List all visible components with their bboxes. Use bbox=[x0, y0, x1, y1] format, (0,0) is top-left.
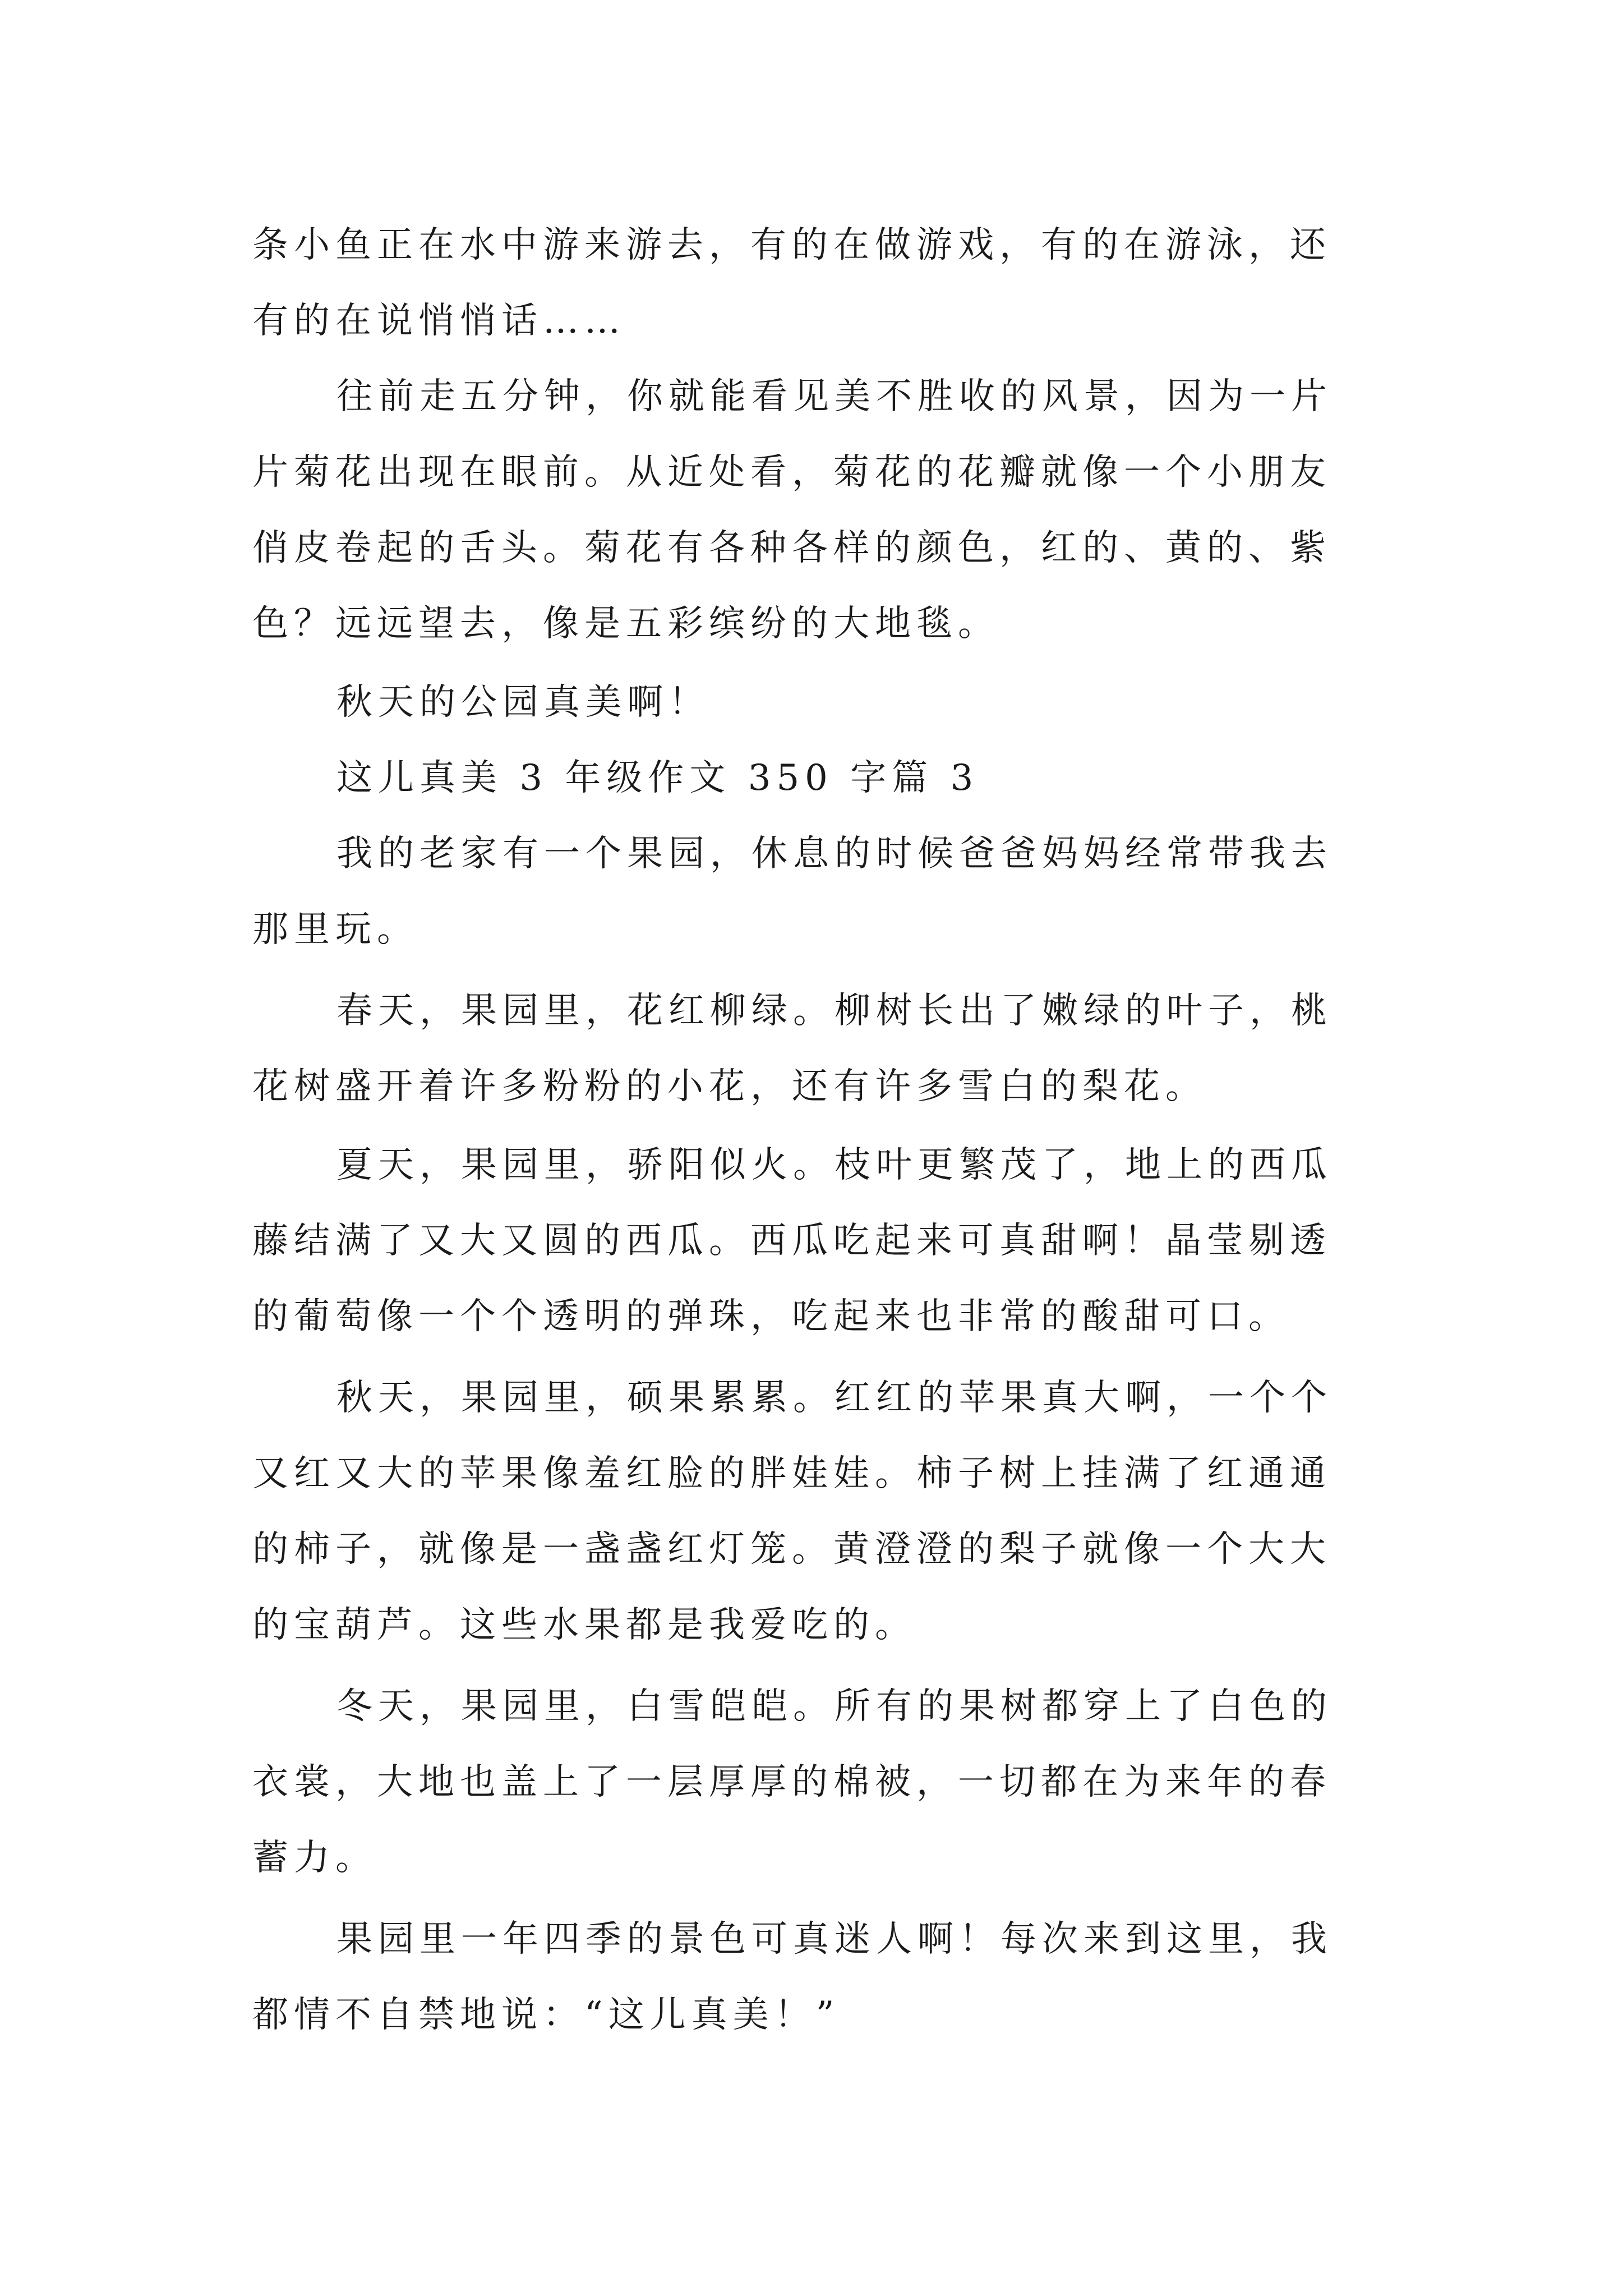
paragraph-first-line: 秋天的公园真美啊！ bbox=[336, 682, 710, 723]
text-line: 花树盛开着许多粉粉的小花，还有许多雪白的梨花。 bbox=[252, 1066, 1207, 1107]
paragraph-first-line: 往前走五分钟，你就能看见美不胜收的风景，因为一片 bbox=[336, 376, 1332, 417]
text-line: 衣裳，大地也盖上了一层厚厚的棉被，一切都在为来年的春 bbox=[252, 1761, 1331, 1803]
text-line: 的柿子，就像是一盏盏红灯笼。黄澄澄的梨子就像一个大大 bbox=[252, 1529, 1331, 1570]
paragraph-first-line: 冬天，果园里，白雪皑皑。所有的果树都穿上了白色的 bbox=[336, 1686, 1332, 1727]
paragraph-first-line: 果园里一年四季的景色可真迷人啊！每次来到这里，我 bbox=[336, 1918, 1332, 1960]
text-line: 蓄力。 bbox=[252, 1837, 377, 1879]
paragraph-first-line: 秋天，果园里，硕果累累。红红的苹果真大啊，一个个 bbox=[336, 1377, 1332, 1419]
text-line: 藤结满了又大又圆的西瓜。西瓜吃起来可真甜啊！晶莹剔透 bbox=[252, 1220, 1331, 1262]
text-line: 都情不自禁地说：“这儿真美！” bbox=[252, 1994, 840, 2036]
paragraph-first-line: 我的老家有一个果园，休息的时候爸爸妈妈经常带我去 bbox=[336, 833, 1332, 875]
paragraph-first-line: 夏天，果园里，骄阳似火。枝叶更繁茂了，地上的西瓜 bbox=[336, 1144, 1332, 1186]
text-line: 那里玩。 bbox=[252, 909, 418, 950]
text-line: 有的在说悄悄话…… bbox=[252, 300, 626, 342]
paragraph-first-line: 春天，果园里，花红柳绿。柳树长出了嫩绿的叶子，桃 bbox=[336, 990, 1332, 1032]
text-line: 色？远远望去，像是五彩缤纷的大地毯。 bbox=[252, 603, 999, 645]
text-line: 的宝葫芦。这些水果都是我爱吃的。 bbox=[252, 1604, 916, 1646]
text-line: 条小鱼正在水中游来游去，有的在做游戏，有的在游泳，还 bbox=[252, 224, 1331, 266]
text-line: 的葡萄像一个个透明的弹珠，吃起来也非常的酸甜可口。 bbox=[252, 1296, 1290, 1337]
text-line: 又红又大的苹果像羞红脸的胖娃娃。柿子树上挂满了红通通 bbox=[252, 1453, 1331, 1494]
text-line: 片菊花出现在眼前。从近处看，菊花的花瓣就像一个小朋友 bbox=[252, 452, 1331, 493]
section-heading: 这儿真美 3 年级作文 350 字篇 3 bbox=[336, 757, 979, 799]
text-line: 俏皮卷起的舌头。菊花有各种各样的颜色，红的、黄的、紫 bbox=[252, 527, 1331, 569]
